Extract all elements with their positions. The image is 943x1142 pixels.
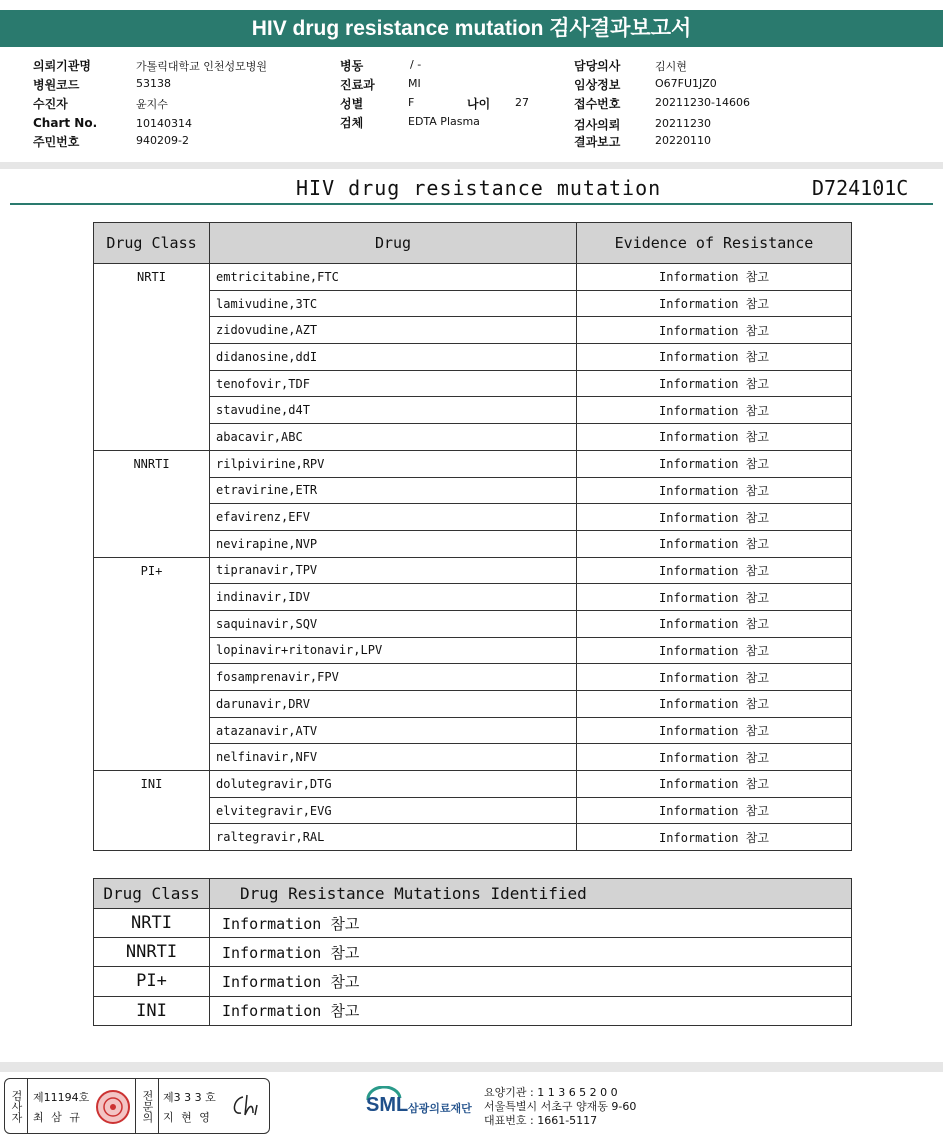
info-value: 53138 [136, 77, 171, 90]
mutations-table [93, 878, 852, 1026]
mutation-result-cell: Information 참고 [210, 938, 852, 967]
evidence-cell: Information 참고 [577, 530, 852, 557]
table-row [94, 909, 852, 938]
table-row [94, 264, 852, 291]
evidence-cell: Information 참고 [577, 424, 852, 451]
col-header-mutations: Drug Resistance Mutations Identified [210, 879, 852, 909]
drug-cell: lamivudine,3TC [210, 290, 577, 317]
examiner-label: 검사자 [5, 1079, 28, 1133]
report-title: HIV drug resistance mutation [296, 176, 662, 200]
evidence-cell: Information 참고 [577, 370, 852, 397]
info-value: O67FU1JZ0 [655, 77, 717, 90]
info-value: 김시현 [655, 60, 687, 73]
logo-text: SML [366, 1094, 409, 1116]
drug-class-cell: NRTI [94, 264, 210, 451]
drug-cell: efavirenz,EFV [210, 504, 577, 531]
report-header-title: HIV drug resistance mutation 검사결과보고서 [0, 10, 943, 47]
evidence-cell: Information 참고 [577, 637, 852, 664]
table-row [94, 938, 852, 967]
info-label: 검체 [340, 116, 364, 130]
drug-cell: emtricitabine,FTC [210, 264, 577, 291]
drug-cell: zidovudine,AZT [210, 317, 577, 344]
report-code: D724101C [812, 176, 909, 200]
drug-cell: stavudine,d4T [210, 397, 577, 424]
evidence-cell: Information 참고 [577, 450, 852, 477]
evidence-cell: Information 참고 [577, 290, 852, 317]
evidence-cell: Information 참고 [577, 584, 852, 611]
evidence-cell: Information 참고 [577, 691, 852, 718]
divider [0, 162, 943, 169]
evidence-cell: Information 참고 [577, 477, 852, 504]
doctor-no: 제3 3 3 호 [163, 1091, 216, 1104]
evidence-cell: Information 참고 [577, 717, 852, 744]
title-underline [10, 203, 933, 205]
info-value: 윤지수 [136, 98, 168, 111]
age-value: 27 [515, 96, 529, 109]
drug-cell: dolutegravir,DTG [210, 771, 577, 798]
drug-cell: nelfinavir,NFV [210, 744, 577, 771]
evidence-cell: Information 참고 [577, 317, 852, 344]
drug-cell: rilpivirine,RPV [210, 450, 577, 477]
examiner-no: 제11194호 [33, 1091, 90, 1104]
drug-class-cell: INI [94, 996, 210, 1025]
drug-cell: elvitegravir,EVG [210, 797, 577, 824]
col-header-drug-class: Drug Class [94, 223, 210, 264]
drug-cell: darunavir,DRV [210, 691, 577, 718]
drug-cell: saquinavir,SQV [210, 610, 577, 637]
table-row [94, 771, 852, 798]
evidence-cell: Information 참고 [577, 344, 852, 371]
address-line: 요양기관 : 1 1 3 6 5 2 0 0 [484, 1086, 618, 1099]
evidence-cell: Information 참고 [577, 610, 852, 637]
info-label: 검사의뢰 [574, 118, 621, 132]
info-label: 접수번호 [574, 97, 621, 111]
evidence-cell: Information 참고 [577, 797, 852, 824]
mutation-result-cell: Information 참고 [210, 967, 852, 996]
table-row [94, 557, 852, 584]
drug-cell: didanosine,ddI [210, 344, 577, 371]
drug-cell: etravirine,ETR [210, 477, 577, 504]
info-label: 진료과 [340, 78, 375, 92]
evidence-cell: Information 참고 [577, 397, 852, 424]
info-label: 성별 [340, 97, 364, 111]
address-line: 서울특별시 서초구 양재동 9-60 [484, 1100, 637, 1113]
drug-cell: tipranavir,TPV [210, 557, 577, 584]
info-label: Chart No. [33, 116, 98, 130]
address-line: 대표번호 : 1661-5117 [484, 1114, 598, 1127]
seal-icon [95, 1089, 131, 1125]
info-value: 20211230-14606 [655, 96, 750, 109]
table-row [94, 450, 852, 477]
evidence-cell: Information 참고 [577, 264, 852, 291]
examiner-name: 최 삼 규 [33, 1111, 82, 1124]
signature-icon [229, 1091, 265, 1121]
info-label: 담당의사 [574, 59, 621, 73]
drug-cell: fosamprenavir,FPV [210, 664, 577, 691]
drug-class-cell: PI+ [94, 967, 210, 996]
doctor-label: 전문의 [135, 1079, 159, 1133]
drug-cell: lopinavir+ritonavir,LPV [210, 637, 577, 664]
mutation-result-cell: Information 참고 [210, 909, 852, 938]
evidence-cell: Information 참고 [577, 557, 852, 584]
age-label: 나이 [467, 97, 491, 111]
drug-class-cell: NNRTI [94, 938, 210, 967]
drug-class-cell: NNRTI [94, 450, 210, 557]
col-header-drug: Drug [210, 223, 577, 264]
institution-address [484, 1086, 636, 1128]
drug-cell: abacavir,ABC [210, 424, 577, 451]
info-value: / - [410, 58, 422, 71]
patient-info [0, 55, 943, 155]
evidence-cell: Information 참고 [577, 664, 852, 691]
signature-box [4, 1078, 270, 1134]
info-label: 병원코드 [33, 78, 80, 92]
table-row [94, 996, 852, 1025]
info-value: EDTA Plasma [408, 115, 480, 128]
col-header-evidence: Evidence of Resistance [577, 223, 852, 264]
drug-resistance-table [93, 222, 852, 851]
info-label: 임상정보 [574, 78, 621, 92]
evidence-cell: Information 참고 [577, 771, 852, 798]
info-label: 수진자 [33, 97, 68, 111]
evidence-cell: Information 참고 [577, 824, 852, 851]
footer-divider [0, 1062, 943, 1072]
info-value: 20211230 [655, 117, 711, 130]
drug-cell: tenofovir,TDF [210, 370, 577, 397]
info-value: MI [408, 77, 421, 90]
info-value: 940209-2 [136, 134, 189, 147]
drug-class-cell: NRTI [94, 909, 210, 938]
info-label: 의뢰기관명 [33, 59, 91, 73]
evidence-cell: Information 참고 [577, 504, 852, 531]
info-value: 20220110 [655, 134, 711, 147]
drug-cell: raltegravir,RAL [210, 824, 577, 851]
info-label: 결과보고 [574, 135, 621, 149]
col-header-drug-class: Drug Class [94, 879, 210, 909]
info-value: 10140314 [136, 117, 192, 130]
evidence-cell: Information 참고 [577, 744, 852, 771]
info-value: F [408, 96, 415, 109]
drug-cell: nevirapine,NVP [210, 530, 577, 557]
info-label: 병동 [340, 59, 364, 73]
drug-class-cell: INI [94, 771, 210, 851]
drug-cell: indinavir,IDV [210, 584, 577, 611]
drug-class-cell: PI+ [94, 557, 210, 771]
drug-cell: atazanavir,ATV [210, 717, 577, 744]
info-label: 주민번호 [33, 135, 80, 149]
logo-subtext: 삼광의료재단 [408, 1102, 472, 1115]
mutation-result-cell: Information 참고 [210, 996, 852, 1025]
doctor-name: 지 현 영 [163, 1111, 212, 1124]
table-row [94, 967, 852, 996]
info-value: 가톨릭대학교 인천성모병원 [136, 60, 268, 73]
